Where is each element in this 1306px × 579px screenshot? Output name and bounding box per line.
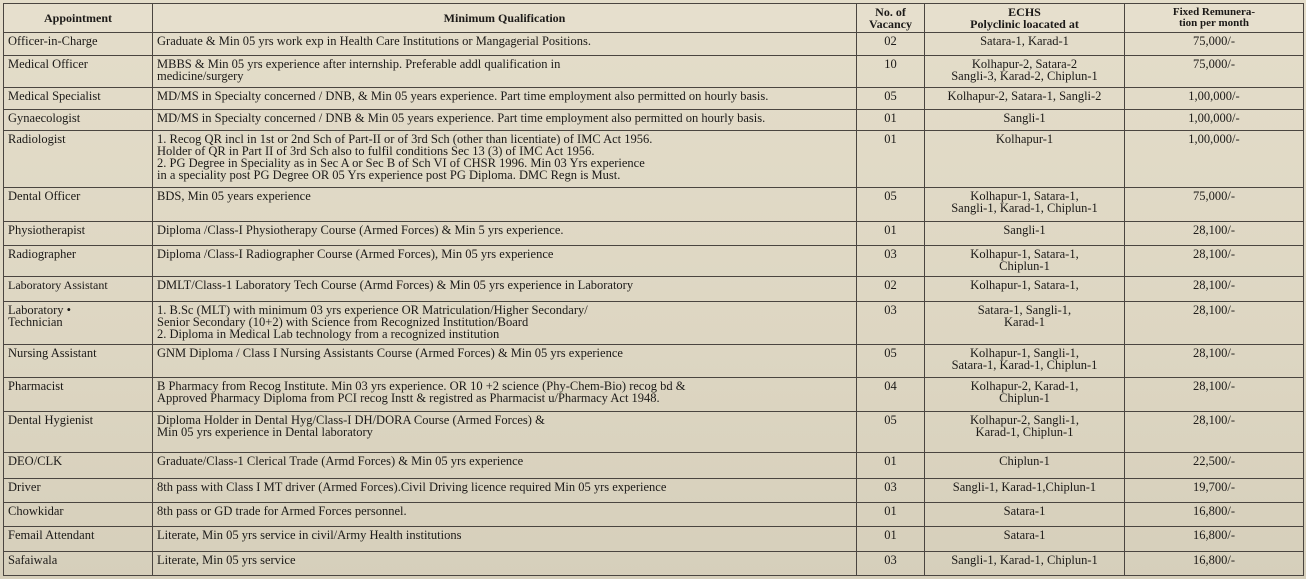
remuneration-cell: 28,100/- <box>1125 277 1304 301</box>
qualification-cell: MD/MS in Specialty concerned / DNB, & Min 05 years experience. Part time employment also permitted on hourly basis. <box>153 88 857 110</box>
qualification-cell: MD/MS in Specialty concerned / DNB & Min 05 years experience. Part time employment also permitted on hourly basis. <box>153 110 857 131</box>
appointment-cell: Radiologist <box>4 131 153 187</box>
appointment-cell: Laboratory Assistant <box>4 277 153 301</box>
vacancy-cell: 02 <box>857 277 925 301</box>
vacancy-cell: 05 <box>857 88 925 110</box>
qualification-cell: DMLT/Class-1 Laboratory Tech Course (Armd Forces) & Min 05 yrs experience in Laboratory <box>153 277 857 301</box>
table-row <box>4 110 1304 131</box>
header-remuneration: Fixed Remunera- tion per month <box>1125 4 1304 33</box>
appointment-cell: Femail Attendant <box>4 527 153 551</box>
qualification-cell: GNM Diploma / Class I Nursing Assistants Course (Armed Forces) & Min 05 yrs experience <box>153 344 857 377</box>
remuneration-cell: 28,100/- <box>1125 344 1304 377</box>
appointment-cell: Nursing Assistant <box>4 344 153 377</box>
remuneration-cell: 75,000/- <box>1125 56 1304 88</box>
table-row <box>4 88 1304 110</box>
remuneration-cell: 1,00,000/- <box>1125 110 1304 131</box>
appointment-cell: Officer-in-Charge <box>4 33 153 56</box>
vacancy-cell: 04 <box>857 377 925 411</box>
header-appointment: Appointment <box>4 4 153 33</box>
polyclinic-cell: Kolhapur-2, Satara-1, Sangli-2 <box>925 88 1125 110</box>
qualification-cell: Diploma /Class-I Radiographer Course (Armed Forces), Min 05 yrs experience <box>153 246 857 277</box>
polyclinic-cell: Satara-1, Karad-1 <box>925 33 1125 56</box>
remuneration-cell: 28,100/- <box>1125 377 1304 411</box>
vacancy-cell: 01 <box>857 110 925 131</box>
vacancy-cell: 03 <box>857 246 925 277</box>
remuneration-cell: 1,00,000/- <box>1125 88 1304 110</box>
polyclinic-cell: Sangli-1, Karad-1, Chiplun-1 <box>925 551 1125 575</box>
qualification-cell: Diploma /Class-I Physiotherapy Course (Armed Forces) & Min 5 yrs experience. <box>153 222 857 246</box>
table-row <box>4 502 1304 526</box>
polyclinic-cell: Kolhapur-1 <box>925 131 1125 187</box>
polyclinic-cell: Satara-1 <box>925 527 1125 551</box>
table-row <box>4 478 1304 502</box>
appointment-cell: Radiographer <box>4 246 153 277</box>
qualification-cell: 8th pass or GD trade for Armed Forces personnel. <box>153 502 857 526</box>
remuneration-cell: 16,800/- <box>1125 527 1304 551</box>
vacancy-cell: 01 <box>857 453 925 478</box>
qualification-cell: B Pharmacy from Recog Institute. Min 03 yrs experience. OR 10 +2 science (Phy-Chem-Bio) recog bd & Approved Pharmacy Diploma from PCI recog Instt & registred as Pharmacist u/Pharmacy Act 1948. <box>153 377 857 411</box>
table-row <box>4 246 1304 277</box>
appointment-cell: Dental Officer <box>4 187 153 221</box>
vacancy-cell: 01 <box>857 222 925 246</box>
table-row <box>4 344 1304 377</box>
appointment-cell: Safaiwala <box>4 551 153 575</box>
remuneration-cell: 22,500/- <box>1125 453 1304 478</box>
polyclinic-cell: Sangli-1, Karad-1,Chiplun-1 <box>925 478 1125 502</box>
appointment-cell: Laboratory • Technician <box>4 301 153 344</box>
polyclinic-cell: Kolhapur-1, Satara-1, Sangli-1, Karad-1, Chiplun-1 <box>925 187 1125 221</box>
table-row <box>4 412 1304 453</box>
remuneration-cell: 28,100/- <box>1125 301 1304 344</box>
qualification-cell: 1. Recog QR incl in 1st or 2nd Sch of Part-II or of 3rd Sch (other than licentiate) of IMC Act 1956. Holder of QR in Part II of 3rd Sch also to fulfil conditions Sec 13 (3) of IMC Act 1956. 2. PG Degree in Speciality as in Sec A or Sec B of Sch VI of CHSR 1996. Min 03 Yrs experience in a speciality post PG Degree OR 05 Yrs experience post PG Diploma. DMC Regn is Must. <box>153 131 857 187</box>
qualification-cell: Literate, Min 05 yrs service in civil/Army Health institutions <box>153 527 857 551</box>
vacancy-cell: 05 <box>857 344 925 377</box>
remuneration-cell: 75,000/- <box>1125 187 1304 221</box>
header-vacancy: No. of Vacancy <box>857 4 925 33</box>
table-row <box>4 551 1304 575</box>
table-row <box>4 453 1304 478</box>
remuneration-cell: 19,700/- <box>1125 478 1304 502</box>
table-row <box>4 187 1304 221</box>
table-row <box>4 33 1304 56</box>
vacancy-cell: 03 <box>857 301 925 344</box>
table-row <box>4 377 1304 411</box>
vacancy-cell: 05 <box>857 187 925 221</box>
qualification-cell: Graduate & Min 05 yrs work exp in Health Care Institutions or Mangagerial Positions. <box>153 33 857 56</box>
vacancy-cell: 03 <box>857 478 925 502</box>
appointment-cell: Driver <box>4 478 153 502</box>
table-row <box>4 277 1304 301</box>
vacancy-table <box>3 3 1304 576</box>
polyclinic-cell: Kolhapur-2, Karad-1, Chiplun-1 <box>925 377 1125 411</box>
table-row <box>4 222 1304 246</box>
vacancy-cell: 03 <box>857 551 925 575</box>
remuneration-cell: 28,100/- <box>1125 246 1304 277</box>
polyclinic-cell: Kolhapur-1, Satara-1, <box>925 277 1125 301</box>
header-polyclinic: ECHS Polyclinic loacated at <box>925 4 1125 33</box>
vacancy-cell: 01 <box>857 502 925 526</box>
appointment-cell: DEO/CLK <box>4 453 153 478</box>
remuneration-cell: 16,800/- <box>1125 551 1304 575</box>
table-header-row <box>4 4 1304 33</box>
appointment-cell: Physiotherapist <box>4 222 153 246</box>
qualification-cell: MBBS & Min 05 yrs experience after internship. Preferable addl qualification in medicine/surgery <box>153 56 857 88</box>
vacancy-cell: 02 <box>857 33 925 56</box>
vacancy-cell: 05 <box>857 412 925 453</box>
qualification-cell: 1. B.Sc (MLT) with minimum 03 yrs experience OR Matriculation/Higher Secondary/ Senior Secondary (10+2) with Science from Recognized Institution/Board 2. Diploma in Medical Lab technology from a recognized institution <box>153 301 857 344</box>
polyclinic-cell: Satara-1 <box>925 502 1125 526</box>
remuneration-cell: 75,000/- <box>1125 33 1304 56</box>
remuneration-cell: 28,100/- <box>1125 412 1304 453</box>
table-row <box>4 56 1304 88</box>
polyclinic-cell: Kolhapur-2, Sangli-1, Karad-1, Chiplun-1 <box>925 412 1125 453</box>
appointment-cell: Dental Hygienist <box>4 412 153 453</box>
table-row <box>4 527 1304 551</box>
remuneration-cell: 1,00,000/- <box>1125 131 1304 187</box>
polyclinic-cell: Sangli-1 <box>925 222 1125 246</box>
appointment-cell: Medical Specialist <box>4 88 153 110</box>
polyclinic-cell: Kolhapur-1, Sangli-1, Satara-1, Karad-1, Chiplun-1 <box>925 344 1125 377</box>
table-row <box>4 131 1304 187</box>
qualification-cell: BDS, Min 05 years experience <box>153 187 857 221</box>
polyclinic-cell: Kolhapur-1, Satara-1, Chiplun-1 <box>925 246 1125 277</box>
qualification-cell: Literate, Min 05 yrs service <box>153 551 857 575</box>
remuneration-cell: 28,100/- <box>1125 222 1304 246</box>
polyclinic-cell: Chiplun-1 <box>925 453 1125 478</box>
polyclinic-cell: Satara-1, Sangli-1, Karad-1 <box>925 301 1125 344</box>
qualification-cell: 8th pass with Class I MT driver (Armed Forces).Civil Driving licence required Min 05 yrs experience <box>153 478 857 502</box>
polyclinic-cell: Kolhapur-2, Satara-2 Sangli-3, Karad-2, Chiplun-1 <box>925 56 1125 88</box>
remuneration-cell: 16,800/- <box>1125 502 1304 526</box>
table-row <box>4 301 1304 344</box>
appointment-cell: Pharmacist <box>4 377 153 411</box>
header-qualification: Minimum Qualification <box>153 4 857 33</box>
vacancy-cell: 10 <box>857 56 925 88</box>
appointment-cell: Medical Officer <box>4 56 153 88</box>
appointment-cell: Chowkidar <box>4 502 153 526</box>
vacancy-cell: 01 <box>857 527 925 551</box>
qualification-cell: Diploma Holder in Dental Hyg/Class-I DH/DORA Course (Armed Forces) & Min 05 yrs experience in Dental laboratory <box>153 412 857 453</box>
vacancy-cell: 01 <box>857 131 925 187</box>
qualification-cell: Graduate/Class-1 Clerical Trade (Armd Forces) & Min 05 yrs experience <box>153 453 857 478</box>
appointment-cell: Gynaecologist <box>4 110 153 131</box>
polyclinic-cell: Sangli-1 <box>925 110 1125 131</box>
